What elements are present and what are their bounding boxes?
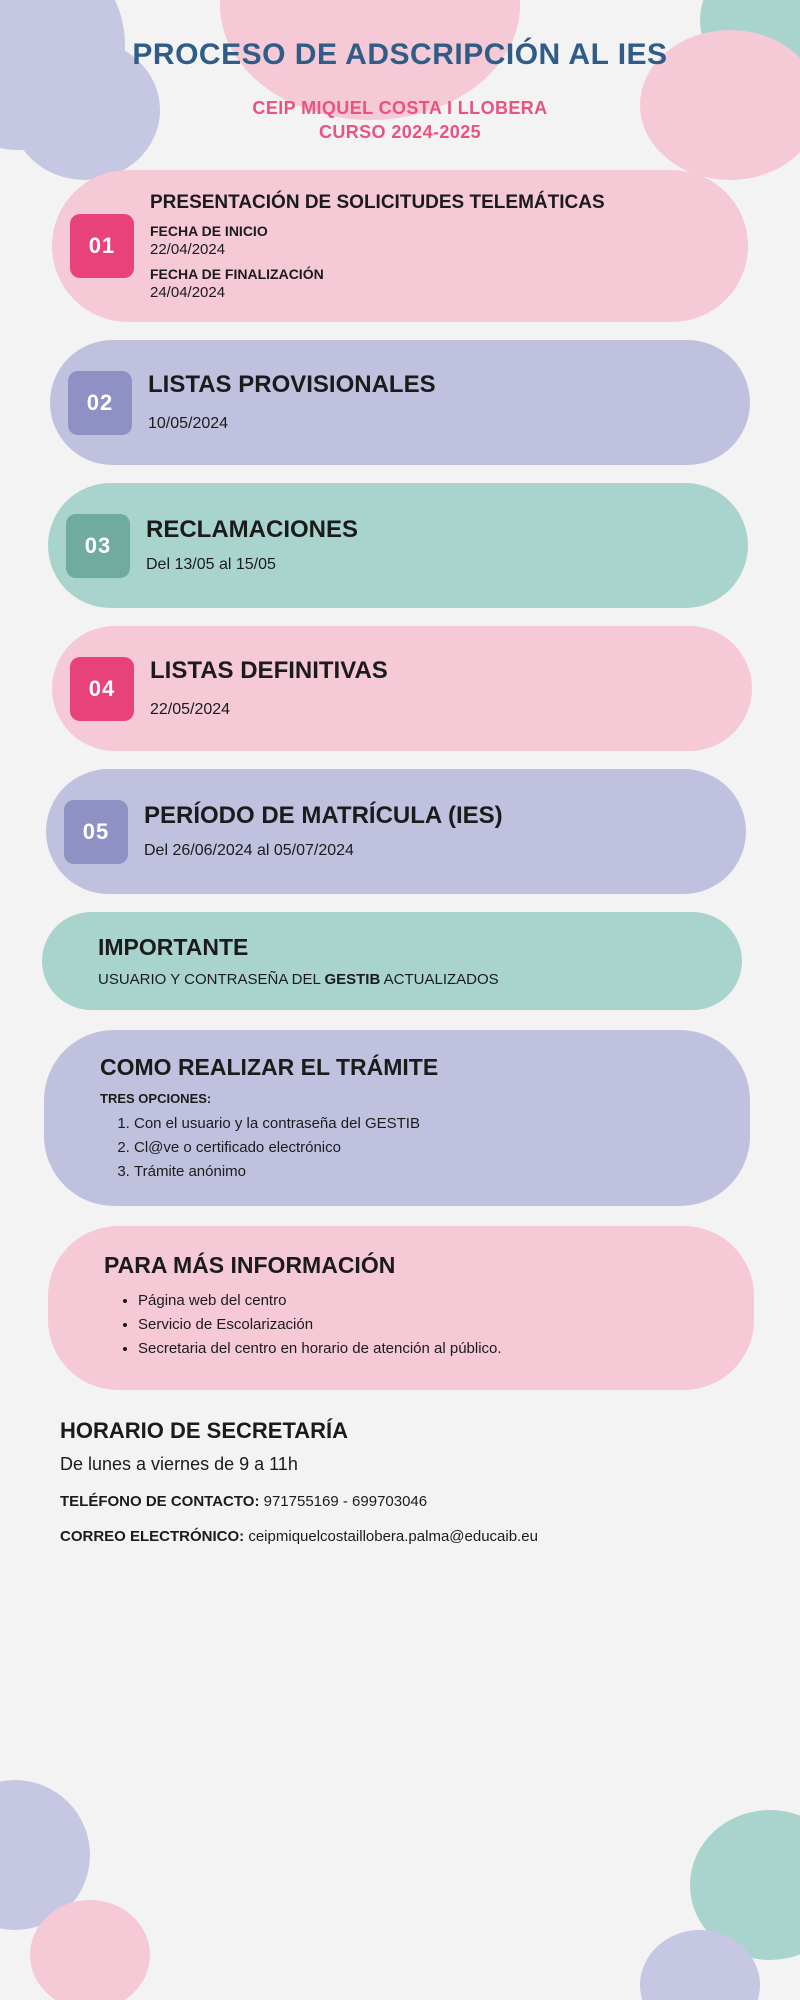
important-text: [98, 971, 686, 988]
step-heading: LISTAS DEFINITIVAS: [150, 656, 388, 684]
step-heading: PRESENTACIÓN DE SOLICITUDES TELEMÁTICAS: [150, 192, 605, 213]
step-heading: LISTAS PROVISIONALES: [148, 370, 436, 398]
page-title: PROCESO DE ADSCRIPCIÓN AL IES: [132, 38, 668, 71]
step-number-badge: 01: [70, 214, 134, 278]
tramite-options-list: [134, 1112, 694, 1184]
important-section: [42, 912, 742, 1010]
tramite-title: COMO REALIZAR EL TRÁMITE: [100, 1054, 439, 1080]
correo-row: [60, 1528, 740, 1545]
tramite-section: [44, 1030, 750, 1206]
horario-title: HORARIO DE SECRETARÍA: [60, 1418, 349, 1443]
list-item: • Página web del centro: [138, 1289, 698, 1313]
step-end-date: 24/04/2024: [150, 284, 226, 301]
important-text-before: USUARIO Y CONTRASEÑA DEL: [98, 971, 325, 988]
step-heading: RECLAMACIONES: [146, 515, 359, 543]
list-item: • Servicio de Escolarización: [138, 1313, 698, 1337]
mas-informacion-title: PARA MÁS INFORMACIÓN: [104, 1252, 396, 1278]
step-heading: PERÍODO DE MATRÍCULA (IES): [144, 801, 503, 829]
step-date: 22/05/2024: [150, 700, 231, 718]
list-item: 3. Trámite anónimo: [134, 1160, 694, 1184]
footer-section: [0, 1410, 800, 1545]
horario-text: De lunes a viernes de 9 a 11h: [60, 1454, 298, 1474]
steps-list: [0, 170, 800, 894]
correo-value: ceipmiquelcostaillobera.palma@educaib.eu: [248, 1528, 538, 1545]
step-number-badge: 04: [70, 657, 134, 721]
decorative-blob: [30, 1900, 150, 2000]
mas-informacion-section: [48, 1226, 754, 1390]
step-start-label: FECHA DE INICIO: [150, 223, 268, 239]
list-item: • Secretaria del centro en horario de atención al público.: [138, 1337, 698, 1361]
correo-label: CORREO ELECTRÓNICO:: [60, 1528, 245, 1545]
page-subtitle: [0, 96, 800, 144]
list-item: 1. Con el usuario y la contraseña del GESTIB: [134, 1112, 694, 1136]
step-item-02: [50, 340, 750, 465]
step-number-badge: 05: [64, 800, 128, 864]
telefono-row: [60, 1493, 740, 1510]
step-item-04: [52, 626, 752, 751]
mas-informacion-list: [138, 1289, 698, 1361]
step-date: Del 26/06/2024 al 05/07/2024: [144, 841, 354, 859]
tramite-label: TRES OPCIONES:: [100, 1091, 212, 1106]
important-text-after: ACTUALIZADOS: [380, 971, 499, 988]
step-item-03: [48, 483, 748, 608]
step-date: Del 13/05 al 15/05: [146, 555, 276, 573]
important-title: IMPORTANTE: [98, 934, 249, 960]
important-text-bold: GESTIB: [324, 971, 381, 988]
telefono-label: TELÉFONO DE CONTACTO:: [60, 1493, 260, 1510]
step-number-badge: 02: [68, 371, 132, 435]
school-year: CURSO 2024-2025: [318, 122, 482, 142]
list-item: 2. Cl@ve o certificado electrónico: [134, 1136, 694, 1160]
school-name: CEIP MIQUEL COSTA I LLOBERA: [252, 98, 548, 118]
step-item-01: [52, 170, 748, 322]
step-end-label: FECHA DE FINALIZACIÓN: [150, 266, 324, 282]
telefono-value: 971755169 - 699703046: [263, 1493, 428, 1510]
step-date: 10/05/2024: [148, 414, 229, 432]
step-start-date: 22/04/2024: [150, 241, 226, 258]
step-item-05: [46, 769, 746, 894]
step-number-badge: 03: [66, 514, 130, 578]
